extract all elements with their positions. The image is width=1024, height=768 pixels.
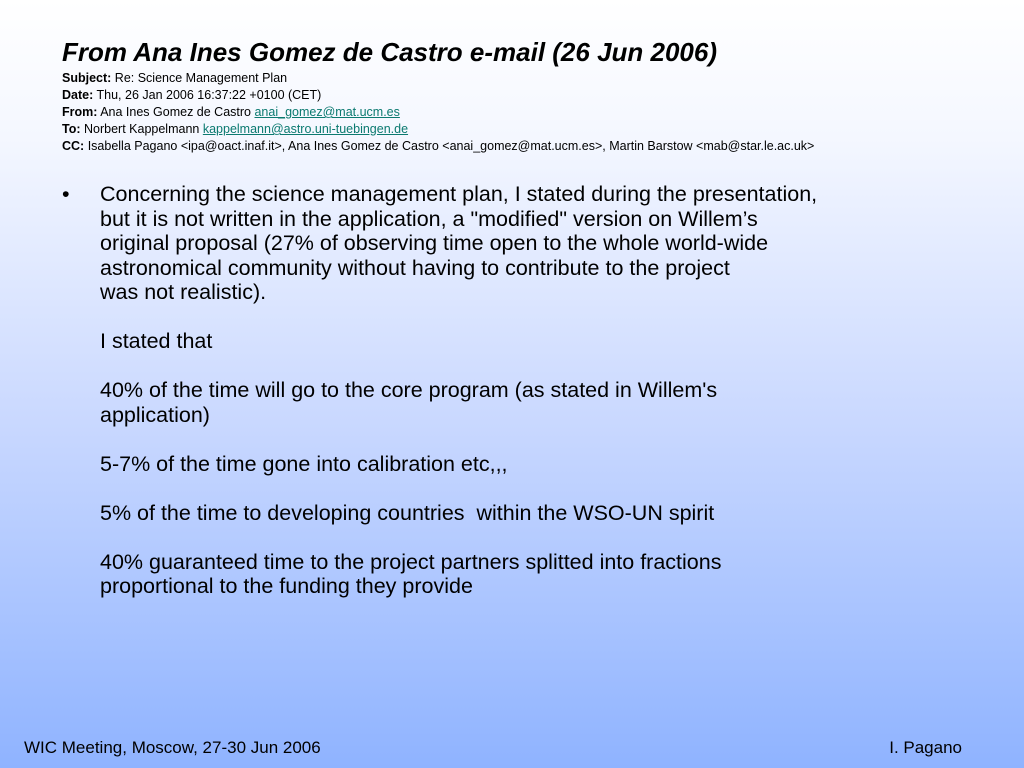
slide-title: From Ana Ines Gomez de Castro e-mail (26 Jun 2006) xyxy=(62,37,718,67)
from-email-link[interactable]: anai_gomez@mat.ucm.es xyxy=(254,105,400,119)
text-line: application) xyxy=(100,402,210,427)
cc-line xyxy=(62,138,814,155)
to-line xyxy=(62,121,814,138)
text-line: 5-7% of the time gone into calibration etc,,, xyxy=(100,451,508,476)
bullet-marker: • xyxy=(62,182,70,206)
from-label: From: xyxy=(62,105,98,119)
cc-value: Isabella Pagano <ipa@oact.inaf.it>, Ana Ines Gomez de Castro <anai_gomez@mat.ucm.es>, Martin Barstow <mab@star.le.ac.uk> xyxy=(87,139,815,153)
text-line: 40% guaranteed time to the project partners splitted into fractions xyxy=(100,549,722,574)
text-line: astronomical community without having to contribute to the project xyxy=(100,255,730,280)
paragraph-calibration xyxy=(100,452,962,477)
paragraph-stated xyxy=(100,329,962,354)
text-line: 40% of the time will go to the core program (as stated in Willem's xyxy=(100,378,718,402)
to-label: To: xyxy=(62,122,81,136)
email-header xyxy=(62,70,814,155)
text-line: 5% of the time to developing countries within the WSO-UN spirit xyxy=(100,500,715,525)
footer-meeting: WIC Meeting, Moscow, 27-30 Jun 2006 xyxy=(24,738,321,757)
text-line: original proposal (27% of observing time open to the whole world-wide xyxy=(100,231,769,255)
text-line: was not realistic). xyxy=(100,280,267,304)
footer-author: I. Pagano xyxy=(889,738,962,757)
from-line xyxy=(62,104,814,121)
date-value: Thu, 26 Jan 2006 16:37:22 +0100 (CET) xyxy=(96,88,322,102)
from-name: Ana Ines Gomez de Castro xyxy=(100,105,251,119)
text-line: I stated that xyxy=(100,329,213,353)
subject-value: Re: Science Management Plan xyxy=(114,71,288,85)
to-name: Norbert Kappelmann xyxy=(84,122,200,136)
bullet-text xyxy=(100,182,962,599)
paragraph-intro xyxy=(100,182,962,305)
text-line: but it is not written in the application, a "modified" version on Willem’s xyxy=(100,206,758,231)
to-email-link[interactable]: kappelmann@astro.uni-tuebingen.de xyxy=(202,122,409,136)
cc-label: CC: xyxy=(62,139,85,153)
subject-label: Subject: xyxy=(62,71,112,85)
date-label: Date: xyxy=(62,88,94,102)
paragraph-core-program xyxy=(100,378,962,427)
subject-line xyxy=(62,70,814,87)
date-line xyxy=(62,87,814,104)
paragraph-partners xyxy=(100,550,962,599)
text-line: proportional to the funding they provide xyxy=(100,574,473,598)
text-line: Concerning the science management plan, I stated during the presentation, xyxy=(100,182,818,206)
bullet-item xyxy=(62,182,962,623)
paragraph-developing-countries xyxy=(100,501,962,526)
